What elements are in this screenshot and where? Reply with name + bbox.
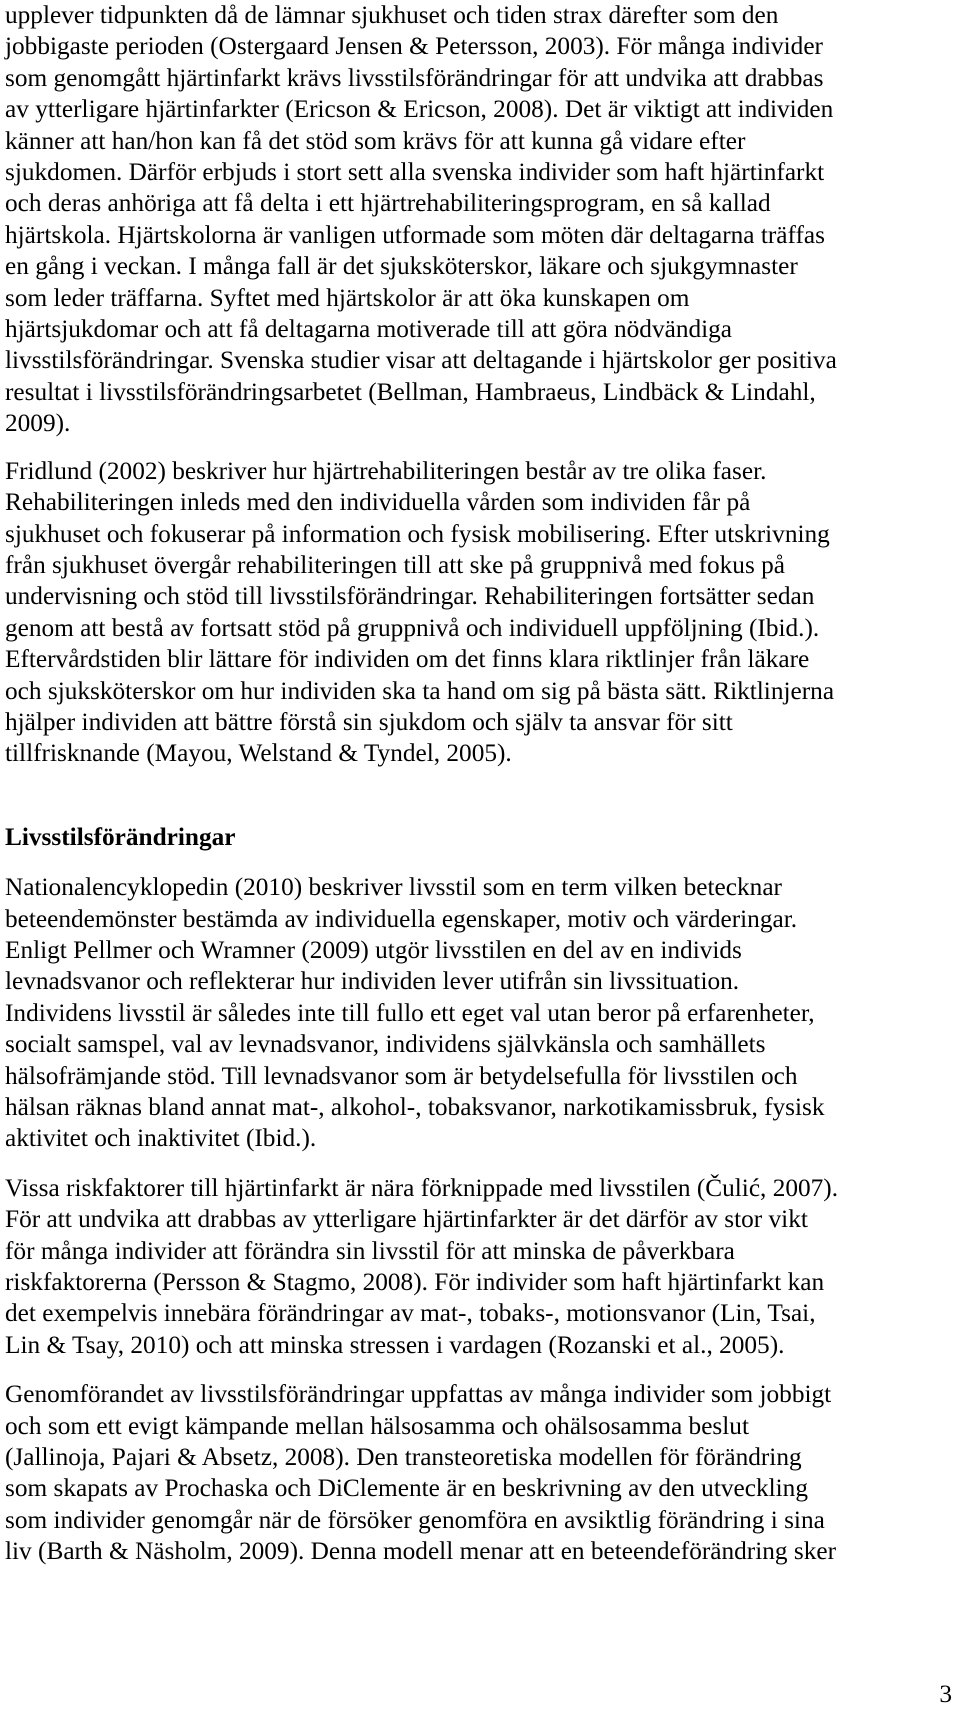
text-line: Vissa riskfaktorer till hjärtinfarkt är nära förknippade med livsstilen (Čulić, 2007). <box>5 1173 839 1202</box>
body-paragraph <box>5 872 885 1155</box>
text-line: resultat i livsstilsförändringsarbetet (Bellman, Hambraeus, Lindbäck & Lindahl, <box>5 377 816 406</box>
text-line: beteendemönster bestämda av individuella egenskaper, motiv och värderingar. <box>5 904 798 933</box>
text-line: från sjukhuset övergår rehabiliteringen till att ske på gruppnivå med fokus på <box>5 550 786 579</box>
text-line: som individer genomgår när de försöker genomföra en avsiktlig förändring i sina <box>5 1505 825 1534</box>
text-line: Enligt Pellmer och Wramner (2009) utgör livsstilen en del av en individs <box>5 935 742 964</box>
text-line: Eftervårdstiden blir lättare för individen om det finns klara riktlinjer från läkare <box>5 645 810 674</box>
text-line: och som ett evigt kämpande mellan hälsosamma och ohälsosamma beslut <box>5 1411 749 1440</box>
text-line: aktivitet och inaktivitet (Ibid.). <box>5 1124 317 1153</box>
text-line: en gång i veckan. I många fall är det sjuksköterskor, läkare och sjukgymnaster <box>5 252 798 281</box>
text-line: hälsan räknas bland annat mat-, alkohol-, tobaksvanor, narkotikamissbruk, fysisk <box>5 1093 825 1121</box>
page-number: 3 <box>939 1680 952 1708</box>
text-line: av ytterligare hjärtinfarkter (Ericson & Ericson, 2008). Det är viktigt att individen <box>5 95 834 124</box>
text-line: och deras anhöriga att få delta i ett hjärtrehabiliteringsprogram, en så kallad <box>5 189 771 218</box>
text-line: upplever tidpunkten då de lämnar sjukhuset och tiden strax därefter som den <box>5 1 779 29</box>
text-line: jobbigaste perioden (Ostergaard Jensen & Petersson, 2003). För många individer <box>5 32 823 61</box>
text-line: och sjuksköterskor om hur individen ska ta hand om sig på bästa sätt. Riktlinjerna <box>5 676 835 705</box>
text-line: (Jallinoja, Pajari & Absetz, 2008). Den transteoretiska modellen för förändring <box>5 1443 802 1472</box>
text-line: för många individer att förändra sin livsstil för att minska de påverkbara <box>5 1236 735 1265</box>
text-line: liv (Barth & Näsholm, 2009). Denna modell menar att en beteendeförändring sker <box>5 1537 837 1566</box>
text-line: hjärtsjukdomar och att få deltagarna motiverade till att göra nödvändiga <box>5 315 733 344</box>
text-line: undervisning och stöd till livsstilsförändringar. Rehabiliteringen fortsätter sedan <box>5 582 815 611</box>
text-line: som leder träffarna. Syftet med hjärtskolor är att öka kunskapen om <box>5 283 690 312</box>
text-line: 2009). <box>5 409 71 438</box>
text-line: sjukhuset och fokuserar på information och fysisk mobilisering. Efter utskrivning <box>5 519 830 548</box>
text-line: Lin & Tsay, 2010) och att minska stressen i vardagen (Rozanski et al., 2005). <box>5 1330 785 1359</box>
text-line: sjukdomen. Därför erbjuds i stort sett alla svenska individer som haft hjärtinfarkt <box>5 158 825 187</box>
text-line: genom att bestå av fortsatt stöd på gruppnivå och individuell uppföljning (Ibid.). <box>5 613 820 642</box>
body-paragraph <box>5 1173 885 1361</box>
text-line: hälsofrämjande stöd. Till levnadsvanor som är betydelsefulla för livsstilen och <box>5 1061 798 1090</box>
text-line: som skapats av Prochaska och DiClemente är en beskrivning av den utveckling <box>5 1474 808 1503</box>
document-page <box>5 0 885 1568</box>
text-line: hjärtskola. Hjärtskolorna är vanligen utformade som möten där deltagarna träffas <box>5 220 825 249</box>
text-line: Rehabiliteringen inleds med den individuella vården som individen får på <box>5 488 751 517</box>
text-line: livsstilsförändringar. Svenska studier visar att deltagande i hjärtskolor ger positiva <box>5 346 837 375</box>
text-line: Nationalencyklopedin (2010) beskriver livsstil som en term vilken betecknar <box>5 873 782 902</box>
text-line: hjälper individen att bättre förstå sin sjukdom och själv ta ansvar för sitt <box>5 707 733 736</box>
text-line: det exempelvis innebära förändringar av mat-, tobaks-, motionsvanor (Lin, Tsai, <box>5 1299 816 1328</box>
text-line: socialt samspel, val av levnadsvanor, individens självkänsla och samhällets <box>5 1030 766 1059</box>
body-paragraph <box>5 456 885 770</box>
section-heading: Livsstilsförändringar <box>5 822 236 851</box>
body-paragraph <box>5 1379 885 1567</box>
text-line: För att undvika att drabbas av ytterligare hjärtinfarkter är det därför av stor vikt <box>5 1205 808 1234</box>
text-line: Individens livsstil är således inte till fullo ett eget val utan beror på erfarenheter, <box>5 998 815 1027</box>
text-line: Genomförandet av livsstilsförändringar uppfattas av många individer som jobbigt <box>5 1380 832 1409</box>
text-line: tillfrisknande (Mayou, Welstand & Tyndel, 2005). <box>5 739 512 768</box>
text-line: som genomgått hjärtinfarkt krävs livsstilsförändringar för att undvika att drabbas <box>5 63 824 92</box>
text-line: känner att han/hon kan få det stöd som krävs för att kunna gå vidare efter <box>5 126 746 155</box>
text-line: riskfaktorerna (Persson & Stagmo, 2008). För individer som haft hjärtinfarkt kan <box>5 1268 825 1297</box>
text-line: Fridlund (2002) beskriver hur hjärtrehabiliteringen består av tre olika faser. <box>5 456 767 485</box>
body-paragraph <box>5 0 885 440</box>
text-line: levnadsvanor och reflekterar hur individen lever utifrån sin livssituation. <box>5 967 740 996</box>
